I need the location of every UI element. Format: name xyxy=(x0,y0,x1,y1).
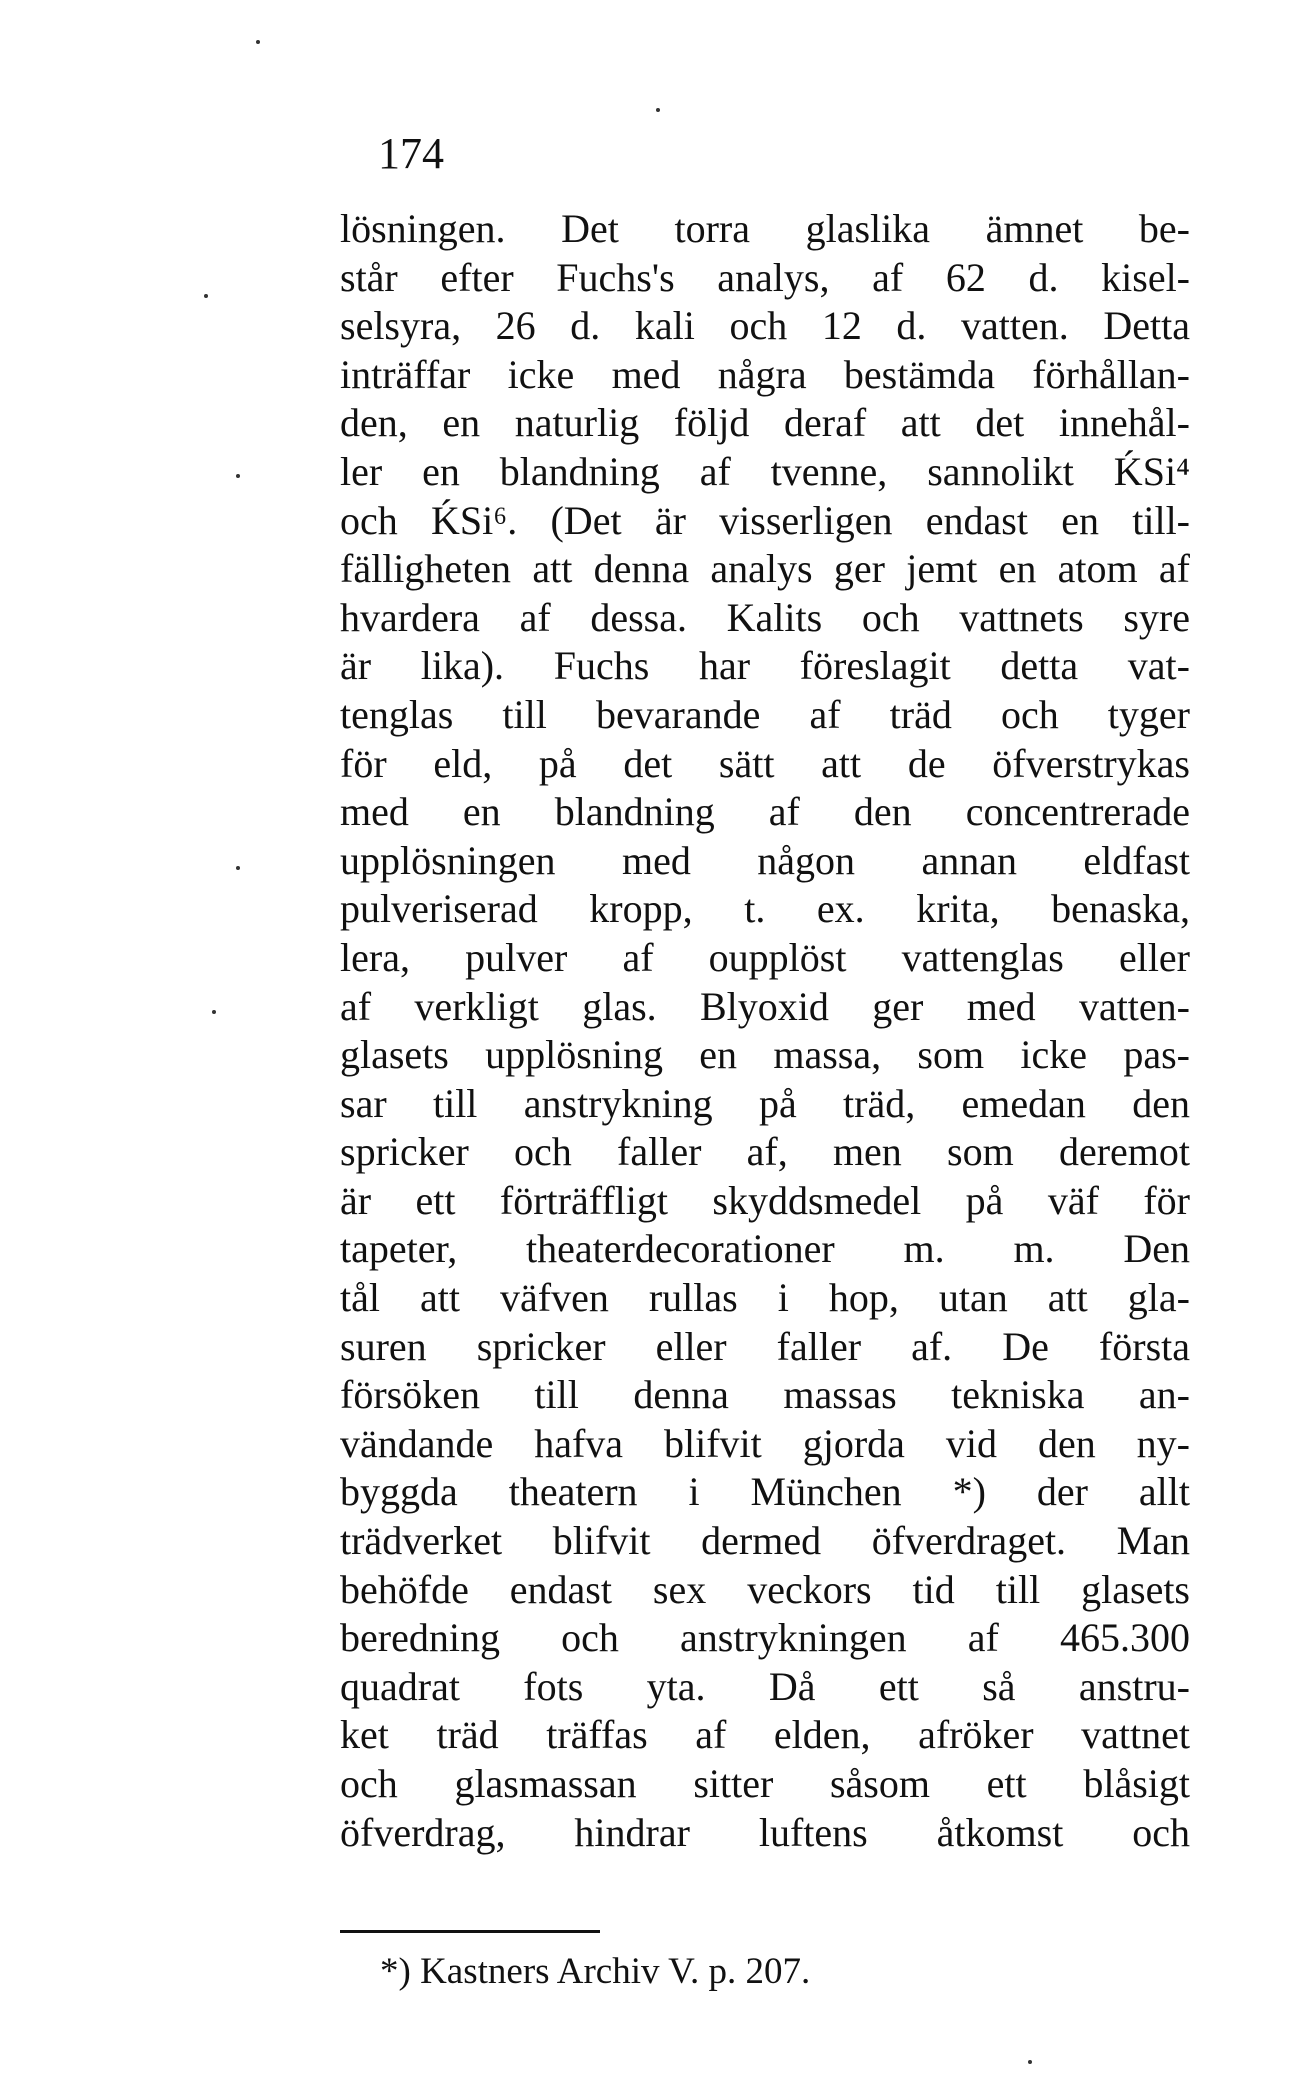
footnote: *) Kastners Archiv V. p. 207. xyxy=(380,1951,811,1992)
text-line: tenglas till bevarande af träd och tyger xyxy=(340,691,1190,737)
print-speck xyxy=(212,1010,216,1014)
text-line: hvardera af dessa. Kalits och vattnets syre xyxy=(340,594,1190,640)
text-line: står efter Fuchs's analys, af 62 d. kisel- xyxy=(340,254,1190,300)
text-line: och glasmassan sitter såsom ett blåsigt xyxy=(340,1761,1190,1806)
text-line: lera, pulver af oupplöst vattenglas eller xyxy=(340,934,1190,980)
print-speck xyxy=(256,40,260,44)
text-line: med en blandning af den concentrerade xyxy=(340,789,1190,835)
text-line: fälligheten att denna analys ger jemt en atom af xyxy=(340,546,1190,592)
text-line: quadrat fots yta. Då ett så anstru- xyxy=(340,1663,1190,1709)
text-line: vändande hafva blifvit gjorda vid den ny- xyxy=(340,1420,1190,1466)
text-line: upplösningen med någon annan eldfast xyxy=(340,837,1190,883)
text-line: inträffar icke med några bestämda förhållan- xyxy=(340,351,1190,397)
text-line: selsyra, 26 d. kali och 12 d. vatten. Detta xyxy=(340,303,1190,349)
text-line: trädverket blifvit dermed öfverdraget. Man xyxy=(340,1518,1190,1564)
text-line: behöfde endast sex veckors tid till glasets xyxy=(340,1566,1190,1612)
body-text xyxy=(340,205,1190,1857)
text-line: ket träd träffas af elden, afröker vattnet xyxy=(340,1712,1190,1758)
print-speck xyxy=(1028,2060,1032,2064)
print-speck xyxy=(656,108,660,112)
page-number: 174 xyxy=(378,129,444,178)
text-line: beredning och anstrykningen af 465.300 xyxy=(340,1615,1190,1661)
text-line: och ḰSi⁶. (Det är visserligen endast en till- xyxy=(340,497,1190,543)
text-line: af verkligt glas. Blyoxid ger med vatten- xyxy=(340,983,1190,1029)
text-line: lösningen. Det torra glaslika ämnet be- xyxy=(340,206,1190,251)
text-line: öfverdrag, hindrar luftens åtkomst och xyxy=(340,1809,1190,1855)
text-line: glasets upplösning en massa, som icke pas- xyxy=(340,1032,1190,1078)
text-line: för eld, på det sätt att de öfverstrykas xyxy=(340,740,1190,786)
text-line: är lika). Fuchs har föreslagit detta vat- xyxy=(340,643,1190,689)
text-line: suren spricker eller faller af. De första xyxy=(340,1323,1190,1369)
print-speck xyxy=(236,866,240,870)
footnote-rule xyxy=(340,1930,600,1933)
text-line: är ett förträffligt skyddsmedel på väf för xyxy=(340,1177,1190,1223)
text-line: ler en blandning af tvenne, sannolikt ḰSi⁴ xyxy=(340,448,1190,494)
text-line: den, en naturlig följd deraf att det innehål- xyxy=(340,400,1190,446)
text-line: tapeter, theaterdecorationer m. m. Den xyxy=(340,1226,1190,1272)
text-line: byggda theatern i München *) der allt xyxy=(340,1469,1190,1515)
text-line: försöken till denna massas tekniska an- xyxy=(340,1372,1190,1418)
print-speck xyxy=(236,474,240,478)
text-line: tål att väfven rullas i hop, utan att gla- xyxy=(340,1275,1190,1321)
print-speck xyxy=(204,294,208,298)
text-line: sar till anstrykning på träd, emedan den xyxy=(340,1080,1190,1126)
text-line: pulveriserad kropp, t. ex. krita, benaska, xyxy=(340,886,1190,932)
text-line: spricker och faller af, men som deremot xyxy=(340,1129,1190,1175)
